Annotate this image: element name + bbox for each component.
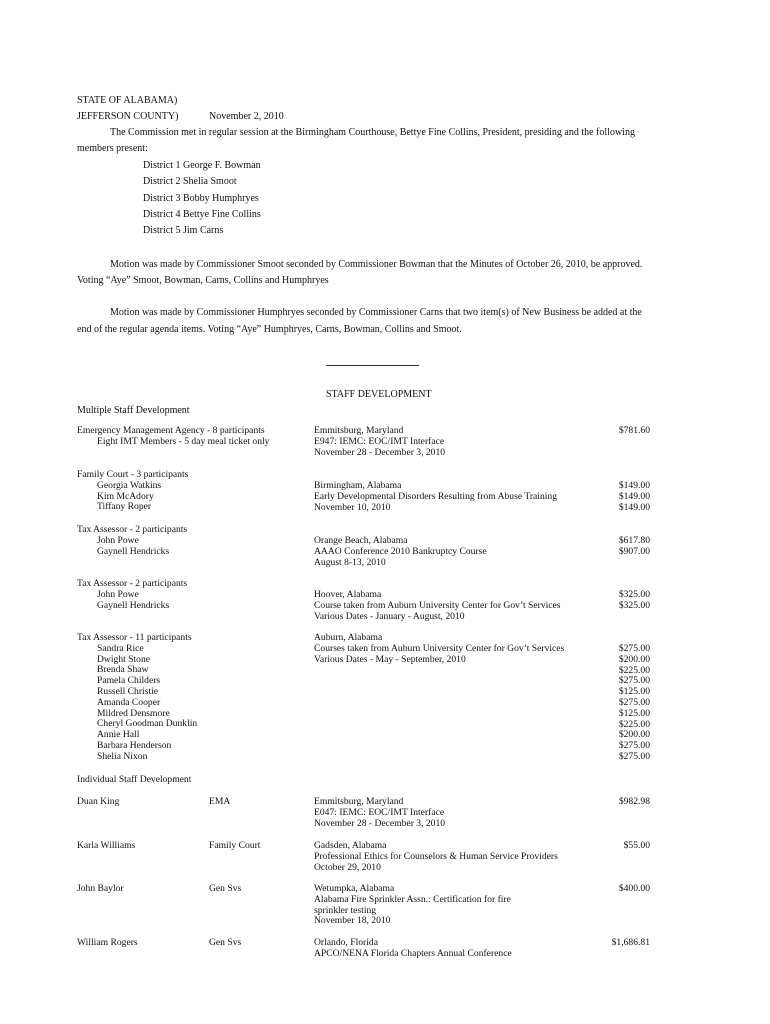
group-tax-assessor-3-left: [77, 633, 197, 763]
dates: Various Dates - May - September, 2010: [314, 653, 466, 665]
location: Orlando, Florida: [314, 937, 378, 948]
participant: Cheryl Goodman Dunklin: [97, 718, 198, 730]
location: Auburn, Alabama: [314, 632, 383, 643]
course: Professional Ethics for Counselors & Human Service Providers: [314, 850, 558, 862]
group-family-court-left: [77, 470, 188, 513]
amount: $149.00: [618, 501, 650, 513]
participant: Barbara Henderson: [97, 739, 172, 751]
group-family-court-details: [314, 481, 557, 513]
amount: $275.00: [618, 643, 650, 654]
motion-1-line-2: Voting “Aye” Smoot, Bowman, Carns, Collins and Humphryes: [77, 275, 329, 286]
motion-1-line-1: Motion was made by Commissioner Smoot seconded by Commissioner Bowman that the Minutes of October 26, 2010, be approved.: [110, 259, 643, 270]
participant: Eight IMT Members - 5 day meal ticket only: [97, 435, 270, 447]
member-district-5: District 5 Jim Carns: [143, 225, 224, 236]
amount: $125.00: [618, 707, 650, 719]
county-line: JEFFERSON COUNTY): [77, 111, 179, 122]
member-district-3: District 3 Bobby Humphryes: [143, 193, 259, 204]
location: Emmitsburg, Maryland: [314, 425, 404, 436]
participant: Shelia Nixon: [97, 750, 148, 762]
course: E947: IEMC: EOC/IMT Interface: [314, 435, 445, 447]
group-tax-assessor-1-amounts: [619, 536, 650, 558]
participant: Georgia Watkins: [97, 479, 162, 491]
group-tax-assessor-2-details: [314, 590, 561, 622]
participant: Brenda Shaw: [97, 664, 149, 676]
group-tax-assessor-3-amounts: [619, 644, 650, 763]
individual-details: [314, 884, 511, 927]
participant: Kim McAdory: [97, 490, 154, 502]
group-tax-assessor-1-left: [77, 525, 187, 557]
dates: November 18, 2010: [314, 915, 391, 927]
state-line: STATE OF ALABAMA): [77, 95, 178, 106]
course: AAAO Conference 2010 Bankruptcy Course: [314, 545, 487, 557]
dates: November 28 - December 3, 2010: [314, 446, 446, 458]
amount: $617.80: [618, 535, 650, 546]
group-tax-assessor-2-left: [77, 579, 187, 611]
location: Orange Beach, Alabama: [314, 535, 408, 546]
individual-dept: Gen Svs: [209, 883, 242, 894]
amount: $200.00: [618, 653, 650, 665]
individual-details: [314, 938, 512, 960]
course: Course taken from Auburn University Center for Gov’t Services: [314, 599, 561, 611]
amount: $781.60: [618, 425, 650, 436]
amount: $907.00: [618, 545, 650, 557]
participant: Mildred Densmore: [97, 707, 170, 719]
participant: Dwight Stone: [97, 653, 151, 665]
group-title: Tax Assessor - 2 participants: [77, 524, 188, 535]
amount: $225.00: [618, 664, 650, 676]
individual-amount: $1,686.81: [611, 937, 650, 948]
individual-dept: Family Court: [209, 840, 261, 851]
amount: $275.00: [618, 675, 650, 687]
meeting-date: November 2, 2010: [209, 111, 284, 122]
intro-line-2: members present:: [77, 143, 148, 154]
multiple-staff-heading: Multiple Staff Development: [77, 405, 190, 416]
dates: November 28 - December 3, 2010: [314, 817, 446, 829]
individual-name: Karla Williams: [77, 840, 136, 851]
amount: $225.00: [618, 718, 650, 730]
individual-details: [314, 797, 445, 829]
amount: $275.00: [618, 750, 650, 762]
course: Alabama Fire Sprinkler Assn.: Certification for fire: [314, 893, 511, 905]
location: Birmingham, Alabama: [314, 480, 402, 491]
individual-amount: $982.98: [618, 796, 650, 807]
section-divider: [326, 365, 419, 366]
amount: $325.00: [618, 599, 650, 611]
participant: Gaynell Hendricks: [97, 545, 170, 557]
group-ema-left: [77, 426, 269, 448]
group-title: Family Court - 3 participants: [77, 469, 189, 480]
course: APCO/NENA Florida Chapters Annual Conference: [314, 947, 512, 959]
course: Courses taken from Auburn University Center for Gov’t Services: [314, 642, 565, 654]
member-district-4: District 4 Bettye Fine Collins: [143, 209, 261, 220]
member-district-1: District 1 George F. Bowman: [143, 160, 261, 171]
motion-2-line-1: Motion was made by Commissioner Humphryes seconded by Commissioner Carns that two item(s) of New Business be added at the: [110, 307, 642, 318]
location: Emmitsburg, Maryland: [314, 796, 404, 807]
group-title: Tax Assessor - 11 participants: [77, 632, 192, 643]
group-tax-assessor-3-details: [314, 633, 564, 665]
dates: Various Dates - January - August, 2010: [314, 610, 465, 622]
individual-name: William Rogers: [77, 937, 138, 948]
group-title: Tax Assessor - 2 participants: [77, 578, 188, 589]
individual-dept: EMA: [209, 796, 231, 807]
individual-amount: $400.00: [618, 883, 650, 894]
individual-staff-heading: Individual Staff Development: [77, 774, 192, 785]
participant: Pamela Childers: [97, 675, 161, 687]
section-title: STAFF DEVELOPMENT: [326, 389, 432, 400]
member-district-2: District 2 Shelia Smoot: [143, 176, 237, 187]
amount: $275.00: [618, 740, 650, 752]
intro-line-1: The Commission met in regular session at the Birmingham Courthouse, Bettye Fine Collins, President, presiding and the following: [110, 127, 635, 138]
group-family-court-amounts: [619, 481, 650, 513]
location: Hoover, Alabama: [314, 589, 382, 600]
group-tax-assessor-2-amounts: [619, 590, 650, 612]
group-ema-details: [314, 426, 445, 458]
group-tax-assessor-1-details: [314, 536, 487, 568]
individual-name: John Baylor: [77, 883, 124, 894]
individual-amount: $55.00: [623, 840, 650, 851]
amount: $149.00: [618, 480, 650, 491]
motion-2-line-2: end of the regular agenda items. Voting “Aye” Humphryes, Carns, Bowman, Collins and Smoot.: [77, 324, 462, 335]
amount: $200.00: [618, 729, 650, 741]
participant: Amanda Cooper: [97, 696, 161, 708]
participant: John Powe: [97, 588, 139, 600]
amount: $325.00: [618, 589, 650, 600]
participant: Gaynell Hendricks: [97, 599, 170, 611]
amount: $125.00: [618, 686, 650, 698]
participant: Annie Hall: [97, 729, 140, 741]
group-title: Emergency Management Agency - 8 participants: [77, 425, 265, 436]
dates: August 8-13, 2010: [314, 556, 386, 568]
individual-dept: Gen Svs: [209, 937, 242, 948]
participant: Russell Christie: [97, 685, 159, 697]
course: Early Developmental Disorders Resulting from Abuse Training: [314, 490, 558, 502]
individual-details: [314, 841, 558, 873]
dates: October 29, 2010: [314, 861, 381, 873]
dates: November 10, 2010: [314, 501, 391, 513]
participant: Sandra Rice: [97, 642, 144, 654]
course-cont: sprinkler testing: [314, 904, 377, 916]
participant: John Powe: [97, 534, 139, 546]
amount: $149.00: [618, 490, 650, 502]
participant: Tiffany Roper: [97, 501, 152, 513]
course: E047: IEMC: EOC/IMT Interface: [314, 806, 445, 818]
location: Gadsden, Alabama: [314, 840, 387, 851]
amount: $275.00: [618, 696, 650, 708]
location: Wetumpka, Alabama: [314, 883, 395, 894]
individual-name: Duan King: [77, 796, 120, 807]
group-ema-amounts: [619, 426, 650, 437]
